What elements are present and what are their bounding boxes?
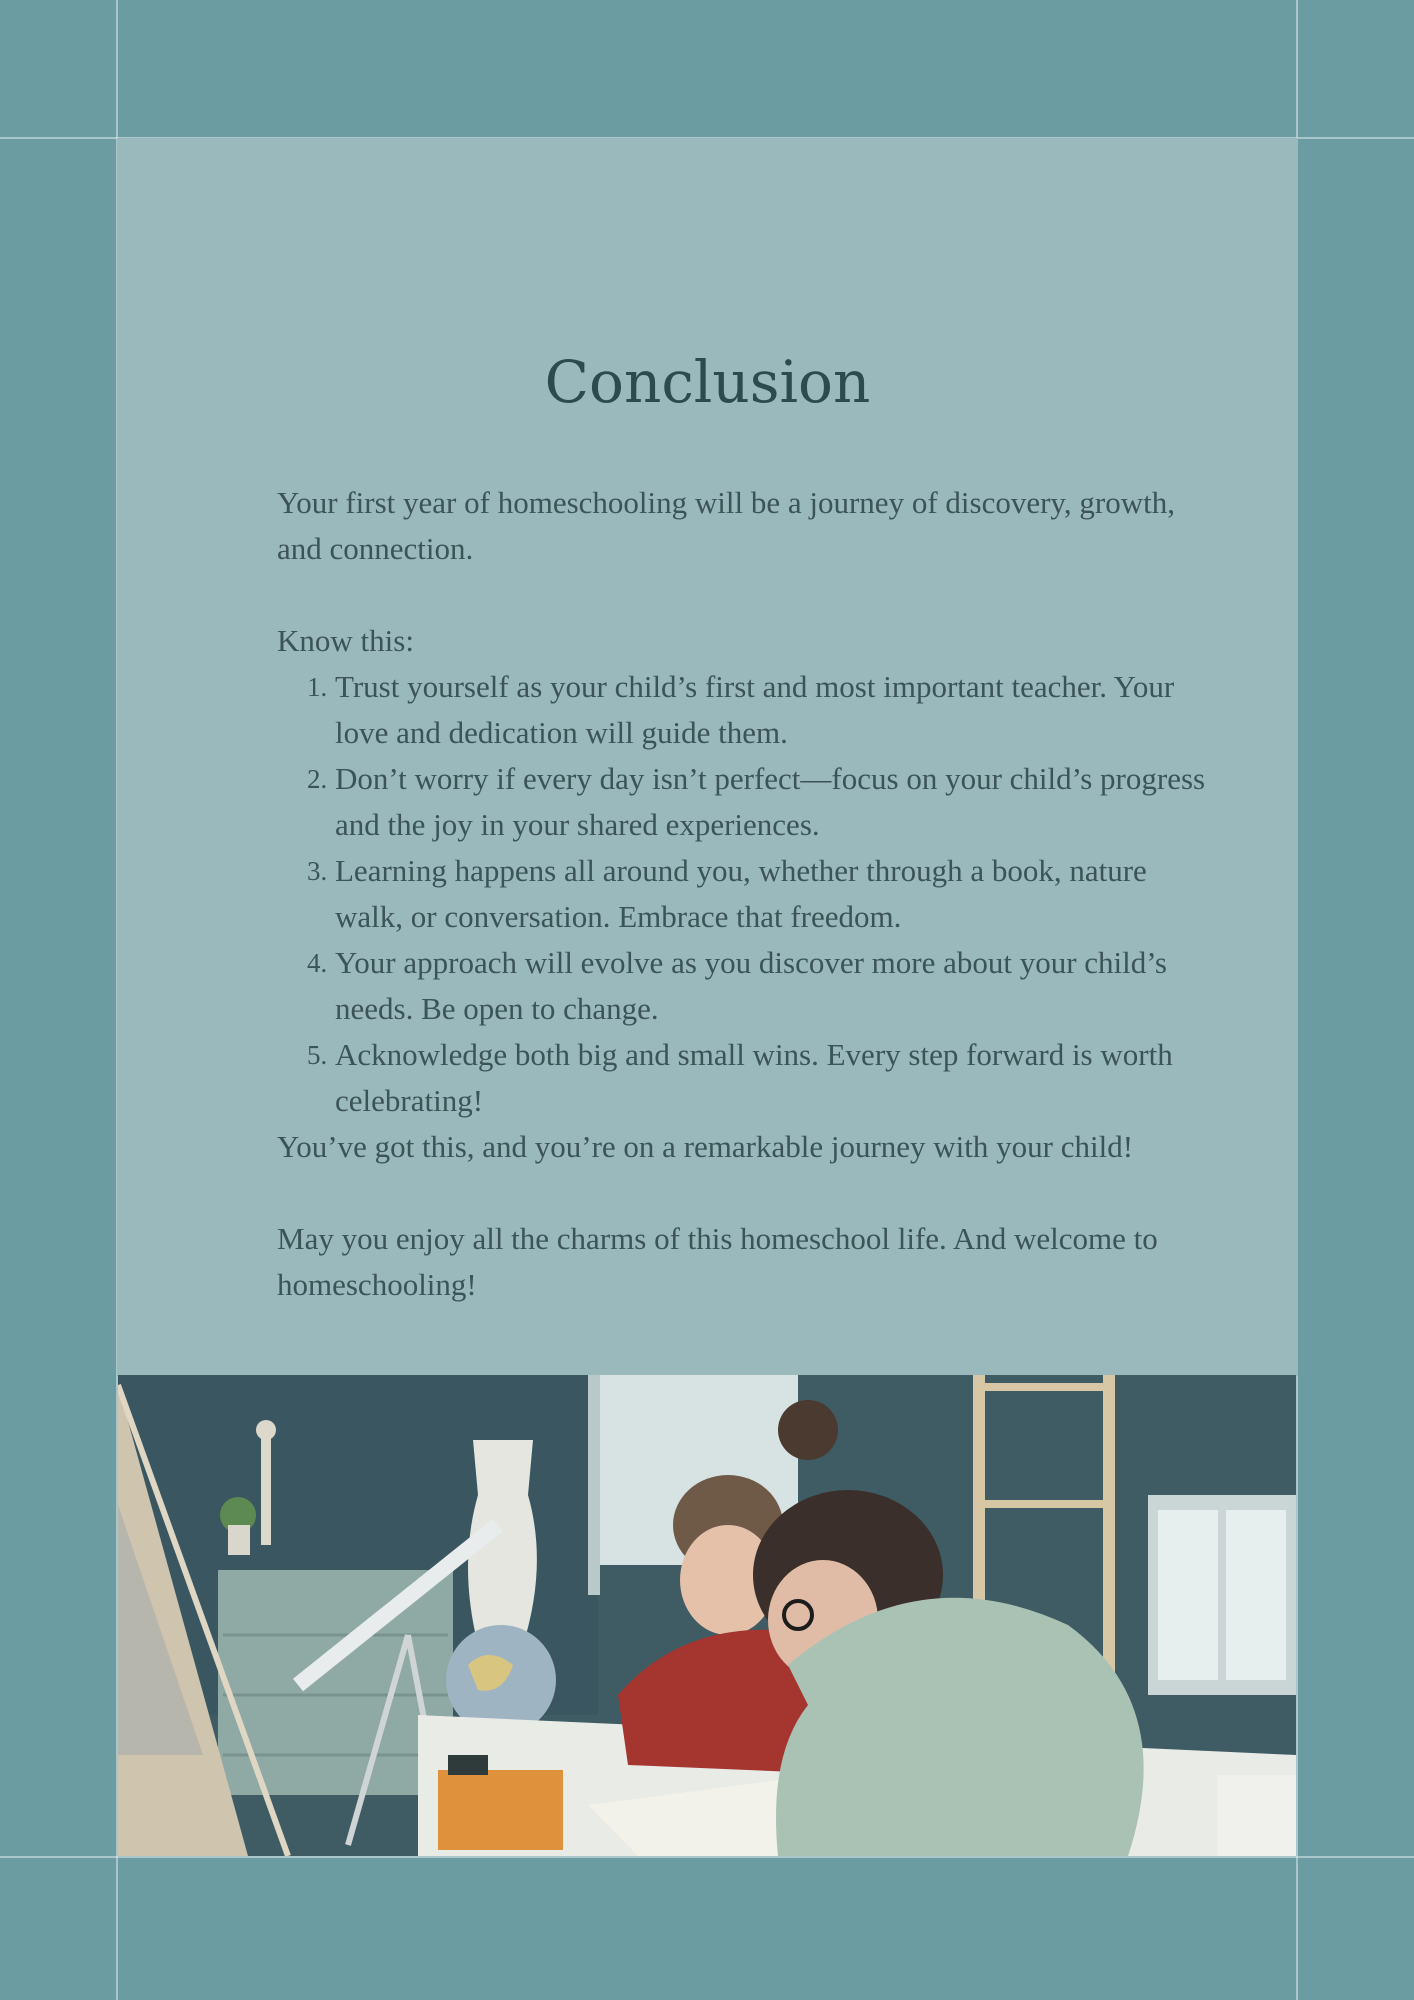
frame-line-bottom [0, 1856, 1414, 1858]
list-item: Learning happens all around you, whether through a book, nature walk, or conversation. Embrace that freedom. [335, 853, 1147, 934]
intro-paragraph: Your first year of homeschooling will be a journey of discovery, growth, and connection. [277, 485, 1175, 566]
body-text [277, 480, 1217, 1308]
list-item: Acknowledge both big and small wins. Every step forward is worth celebrating! [335, 1037, 1173, 1118]
list-item: Your approach will evolve as you discover more about your child’s needs. Be open to change. [335, 945, 1167, 1026]
list-item: Trust yourself as your child’s first and most important teacher. Your love and dedication will guide them. [335, 669, 1175, 750]
know-label: Know this: [277, 623, 414, 658]
closing-paragraph-2: May you enjoy all the charms of this homeschool life. And welcome to homeschooling! [277, 1221, 1158, 1302]
tips-list [277, 664, 1217, 1124]
homeschool-photo [118, 1375, 1296, 1856]
list-item: Don’t worry if every day isn’t perfect—focus on your child’s progress and the joy in your shared experiences. [335, 761, 1206, 842]
page-title: Conclusion [544, 348, 871, 416]
closing-paragraph-1: You’ve got this, and you’re on a remarkable journey with your child! [277, 1129, 1134, 1164]
content-panel [117, 138, 1298, 1376]
